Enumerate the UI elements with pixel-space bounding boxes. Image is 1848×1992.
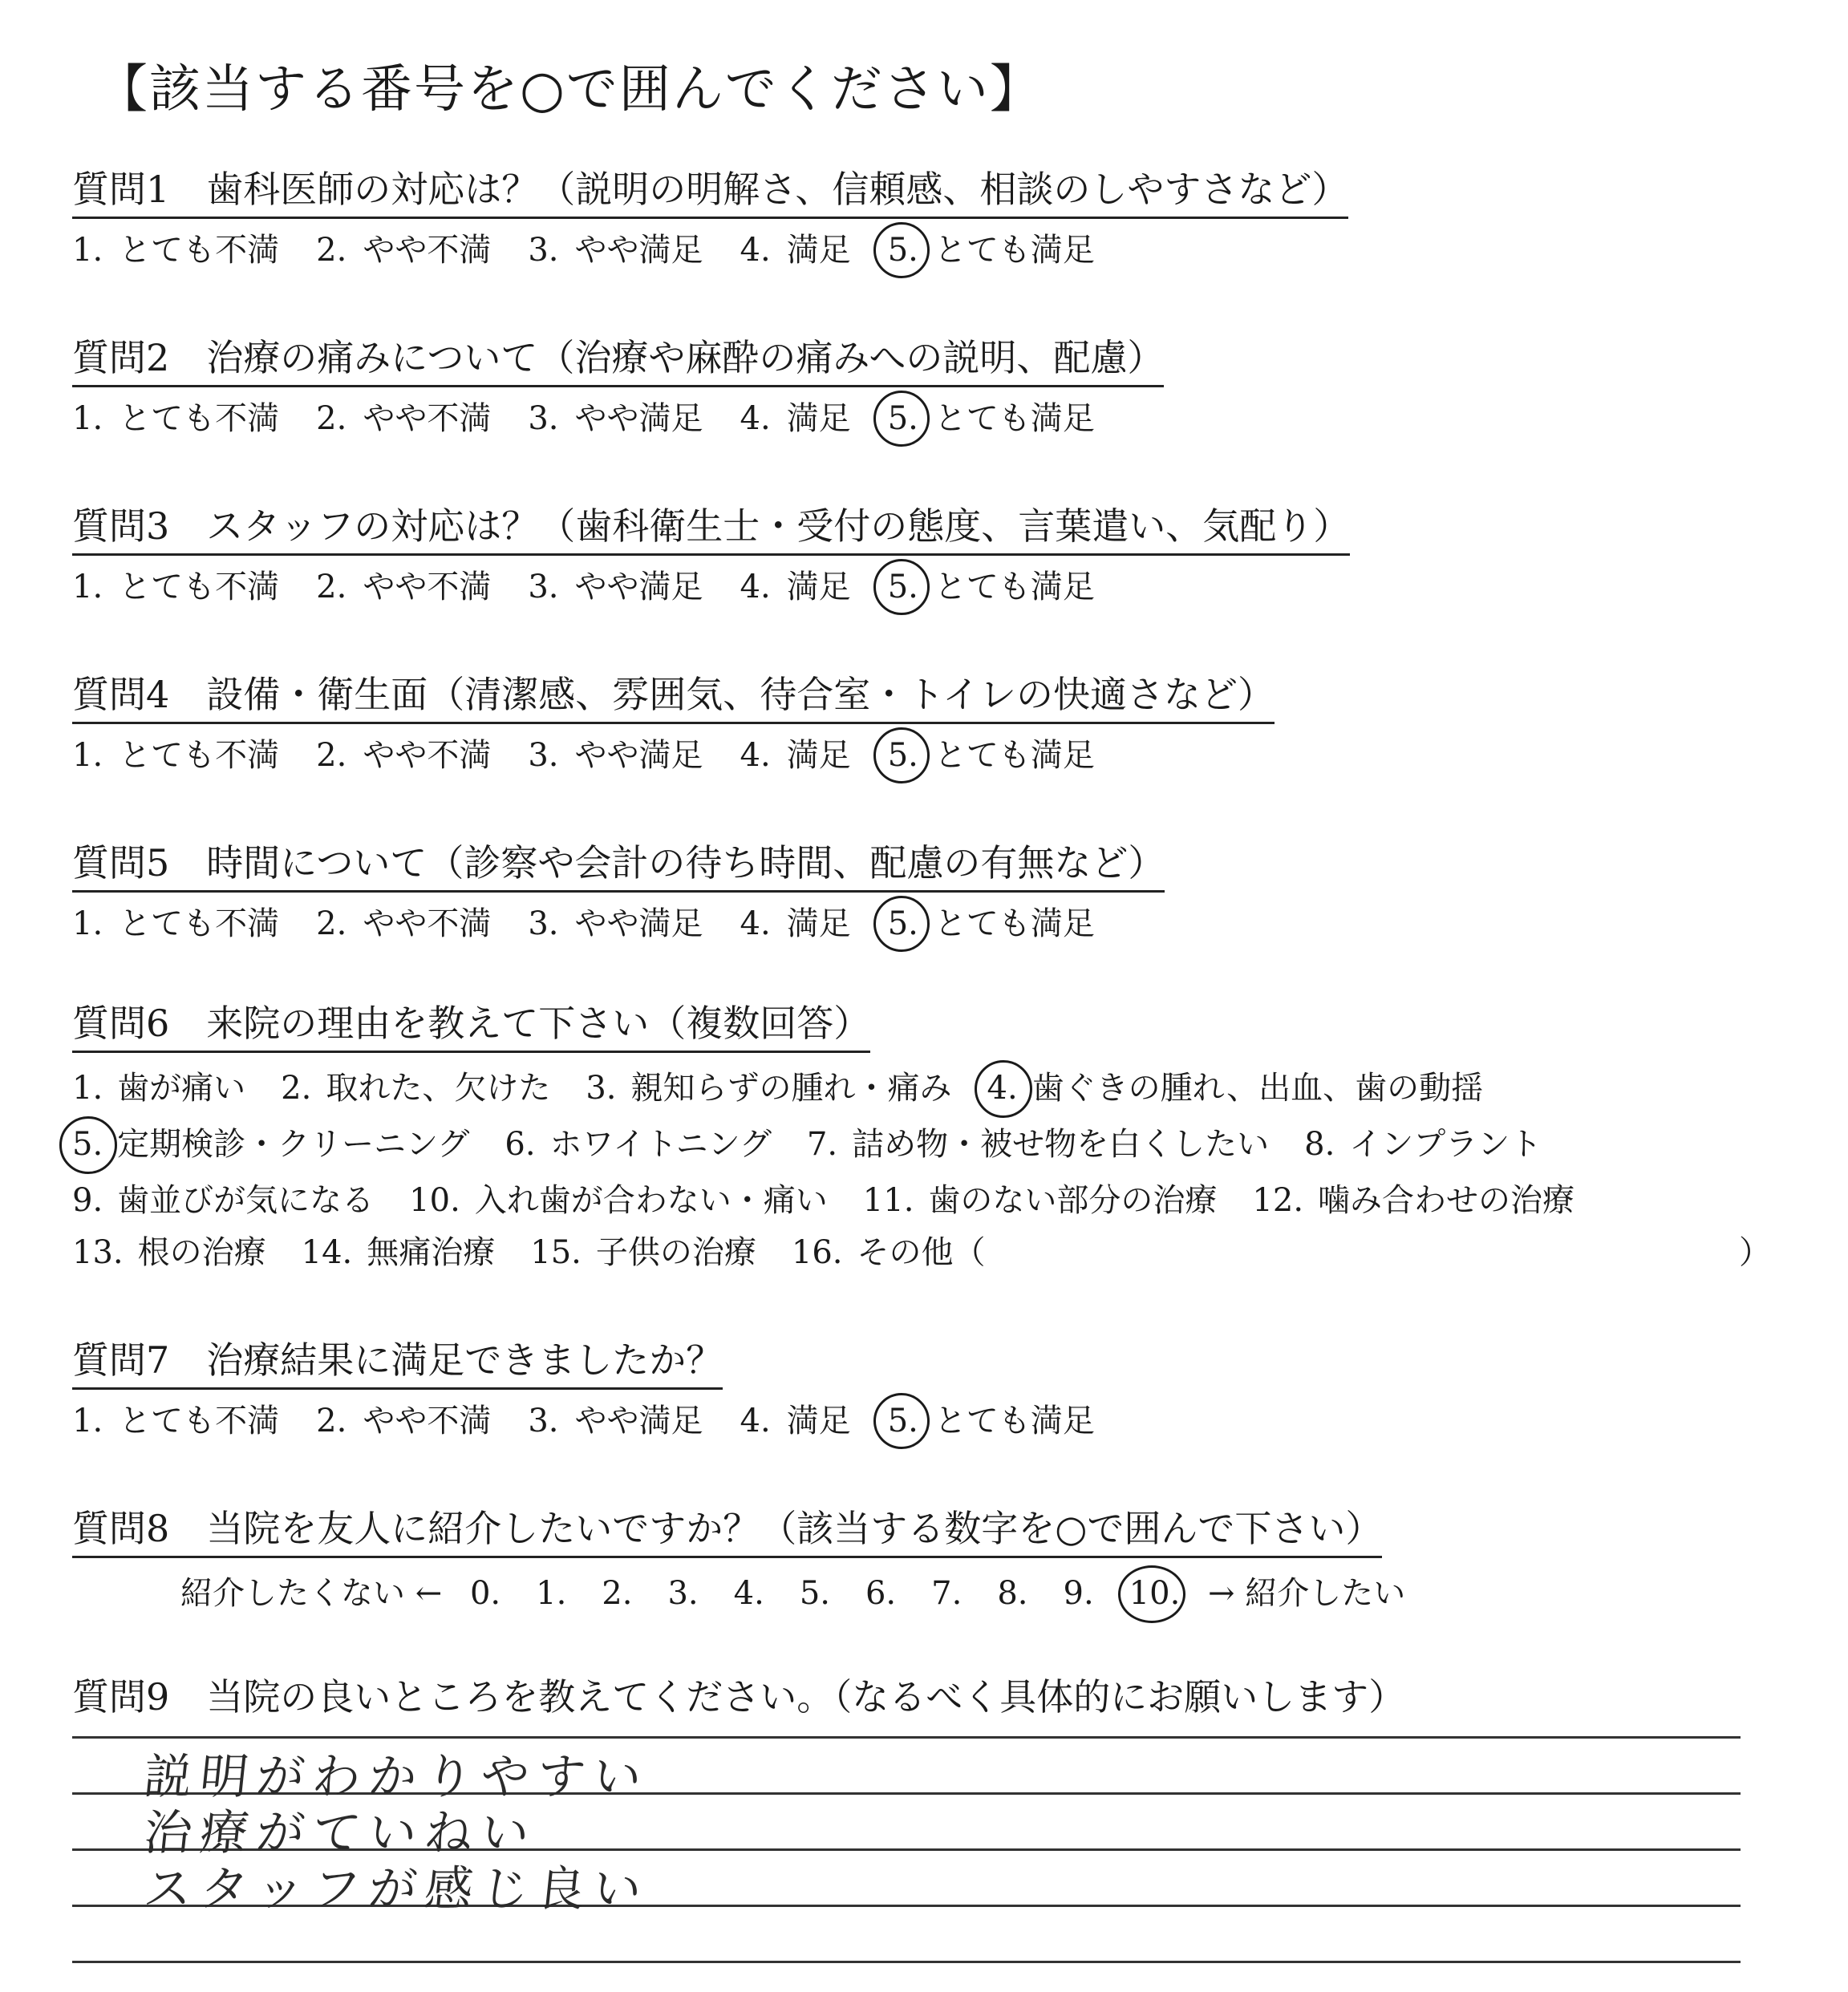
option-number: 1.	[72, 1070, 103, 1107]
option-number: 5.	[887, 737, 918, 774]
q1-option-4[interactable]	[740, 225, 851, 270]
q8-scale-number[interactable]: 8.	[997, 1575, 1028, 1612]
q6-option[interactable]	[1252, 1175, 1574, 1221]
q6-option[interactable]	[72, 1227, 266, 1273]
q2-option-2[interactable]	[316, 393, 491, 439]
q7-option-3[interactable]	[528, 1395, 703, 1441]
q6-option[interactable]	[302, 1227, 496, 1273]
option-number: 1.	[72, 569, 103, 605]
q1-option-1[interactable]	[72, 225, 279, 270]
option-number: 3.	[528, 569, 559, 605]
q8-scale-number[interactable]: 3.	[667, 1575, 699, 1612]
form-heading: 【該当する番号を○で囲んでください】	[96, 60, 1043, 119]
q5-option-4[interactable]	[740, 898, 851, 944]
option-number: 14.	[301, 1234, 353, 1271]
q6-row	[72, 1063, 1518, 1108]
option-label: とても不満	[119, 400, 280, 437]
q7-option-1[interactable]	[72, 1395, 279, 1441]
q2-option-1[interactable]	[72, 393, 279, 439]
q8-left-label: 紹介したくない ←	[180, 1575, 443, 1612]
option-label: とても不満	[119, 905, 280, 942]
q9-answer-3: スタッフが感じ良い	[140, 1861, 653, 1917]
option-label: やや満足	[574, 737, 703, 774]
q4-option-5[interactable]	[888, 730, 1095, 775]
option-number: 1.	[72, 232, 103, 269]
q6-option[interactable]	[72, 1119, 469, 1164]
q5-option-3[interactable]	[528, 898, 703, 944]
option-number: 3.	[586, 1070, 617, 1107]
option-label: 歯のない部分の治療	[928, 1182, 1218, 1219]
option-label: 満足	[786, 569, 851, 605]
q7-option-5[interactable]	[888, 1395, 1095, 1441]
q6-option[interactable]	[281, 1063, 550, 1108]
option-label: やや満足	[574, 232, 703, 269]
option-label: やや不満	[363, 569, 492, 605]
option-number: 5.	[72, 1126, 103, 1163]
q3-option-5[interactable]	[888, 561, 1095, 607]
q2-option-5[interactable]	[888, 393, 1095, 439]
option-number: 7.	[806, 1126, 838, 1163]
option-label: 噛み合わせの治療	[1318, 1182, 1575, 1219]
q6-option[interactable]	[1304, 1119, 1542, 1164]
q4-title: 質問4 設備・衛生面（清潔感、雰囲気、待合室・トイレの快適さなど）	[72, 666, 1275, 724]
q8-scale-number[interactable]: 1.	[536, 1575, 567, 1612]
option-label: 満足	[786, 1403, 851, 1439]
option-number: 5.	[887, 1403, 918, 1439]
option-label: とても不満	[119, 232, 280, 269]
option-number: 12.	[1252, 1182, 1304, 1219]
option-number: 2.	[316, 1403, 347, 1439]
option-label: とても不満	[119, 1403, 280, 1439]
q4-option-2[interactable]	[316, 730, 491, 775]
q8-scale-number[interactable]: 0.	[469, 1575, 501, 1612]
q3-option-3[interactable]	[528, 561, 703, 607]
q6-row	[72, 1175, 1610, 1221]
q2-options	[72, 393, 1132, 439]
q5-option-1[interactable]	[72, 898, 279, 944]
q8-scale-number[interactable]: 5.	[799, 1575, 830, 1612]
option-label: やや満足	[574, 905, 703, 942]
option-label: インプラント	[1349, 1126, 1542, 1163]
q6-title: 質問6 来院の理由を教えて下さい（複数回答）	[72, 994, 870, 1053]
option-label: ホワイトニング	[549, 1126, 772, 1163]
q7-title: 質問7 治療結果に満足できましたか？	[72, 1331, 723, 1390]
q3-option-4[interactable]	[740, 561, 851, 607]
q7-option-4[interactable]	[740, 1395, 851, 1441]
q4-option-1[interactable]	[72, 730, 279, 775]
option-label: 根の治療	[137, 1234, 266, 1271]
q8-scale-number[interactable]: 9.	[1063, 1575, 1094, 1612]
q5-option-2[interactable]	[316, 898, 491, 944]
option-label: とても不満	[119, 569, 280, 605]
option-number: 3.	[528, 400, 559, 437]
q6-option[interactable]	[409, 1175, 828, 1221]
option-number: 4.	[987, 1070, 1018, 1107]
q9-title: 質問9 当院の良いところを教えてください。（なるべく具体的にお願いします）	[72, 1675, 1406, 1719]
q1-option-5[interactable]	[888, 225, 1095, 270]
option-number: 13.	[72, 1234, 124, 1271]
q8-title: 質問8 当院を友人に紹介したいですか？（該当する数字を○で囲んで下さい）	[72, 1500, 1382, 1558]
option-number: 4.	[740, 569, 771, 605]
q2-option-4[interactable]	[740, 393, 851, 439]
q5-title: 質問5 時間について（診察や会計の待ち時間、配慮の有無など）	[72, 834, 1165, 893]
option-label: やや満足	[574, 569, 703, 605]
option-label: とても不満	[119, 737, 280, 774]
option-number: 4.	[740, 232, 771, 269]
option-label: とても満足	[934, 569, 1095, 605]
q3-options	[72, 561, 1132, 607]
option-label: とても満足	[934, 232, 1095, 269]
q3-option-2[interactable]	[316, 561, 491, 607]
q2-title: 質問2 治療の痛みについて（治療や麻酔の痛みへの説明、配慮）	[72, 329, 1164, 387]
q6-option[interactable]	[792, 1227, 986, 1273]
option-label: やや不満	[363, 1403, 492, 1439]
option-number: 16.	[791, 1234, 843, 1271]
option-label: 無痛治療	[367, 1234, 496, 1271]
q3-option-1[interactable]	[72, 561, 279, 607]
option-number: 2.	[316, 232, 347, 269]
option-number: 4.	[740, 400, 771, 437]
q6-row	[72, 1119, 1577, 1164]
q1-option-2[interactable]	[316, 225, 491, 270]
q4-options	[72, 730, 1132, 775]
option-label: やや不満	[363, 737, 492, 774]
q5-options	[72, 898, 1132, 944]
option-label: その他（	[857, 1234, 986, 1271]
option-number: 1.	[72, 737, 103, 774]
option-number: 10.	[409, 1182, 460, 1219]
option-number: 5.	[887, 569, 918, 605]
q6-option[interactable]	[863, 1175, 1218, 1221]
option-label: 詰め物・被せ物を白くしたい	[852, 1126, 1270, 1163]
q7-option-2[interactable]	[316, 1395, 491, 1441]
option-label: 入れ歯が合わない・痛い	[474, 1182, 828, 1219]
option-number: 3.	[528, 905, 559, 942]
option-label: やや不満	[363, 400, 492, 437]
option-label: 親知らずの腫れ・痛み	[630, 1070, 952, 1107]
option-number: 2.	[316, 569, 347, 605]
q8-scale-number[interactable]: 2.	[602, 1575, 633, 1612]
q6-row	[72, 1227, 1021, 1273]
option-number: 3.	[528, 1403, 559, 1439]
option-label: やや不満	[363, 232, 492, 269]
option-label: 定期検診・クリーニング	[117, 1126, 470, 1163]
q6-other-close: ）	[1739, 1234, 1771, 1271]
option-number: 1.	[72, 1403, 103, 1439]
option-label: 満足	[786, 737, 851, 774]
q7-options	[72, 1395, 1132, 1441]
option-label: とても満足	[934, 737, 1095, 774]
q6-option[interactable]	[72, 1175, 374, 1221]
option-label: 満足	[786, 905, 851, 942]
q9-answer-2: 治療がていねい	[140, 1805, 541, 1861]
q6-option[interactable]	[807, 1119, 1269, 1164]
option-number: 4.	[740, 737, 771, 774]
q6-option[interactable]	[987, 1063, 1484, 1108]
option-label: とても満足	[934, 400, 1095, 437]
option-number: 4.	[740, 905, 771, 942]
q6-option[interactable]	[586, 1063, 951, 1108]
option-number: 9.	[72, 1182, 103, 1219]
option-label: やや不満	[363, 905, 492, 942]
option-label: やや満足	[574, 1403, 703, 1439]
option-label: 取れた、欠けた	[326, 1070, 551, 1107]
q1-title: 質問1 歯科医師の対応は？（説明の明解さ、信頼感、相談のしやすさなど）	[72, 160, 1348, 219]
option-number: 8.	[1304, 1126, 1335, 1163]
option-number: 3.	[528, 737, 559, 774]
option-number: 2.	[316, 737, 347, 774]
option-number: 3.	[528, 232, 559, 269]
q8-scale-number[interactable]: 6.	[865, 1575, 897, 1612]
option-number: 4.	[740, 1403, 771, 1439]
answer-line-5	[72, 1961, 1741, 1963]
q4-option-4[interactable]	[740, 730, 851, 775]
option-label: 満足	[786, 400, 851, 437]
option-label: 歯並びが気になる	[117, 1182, 375, 1219]
q8-scale-number[interactable]: 10.	[1129, 1575, 1181, 1612]
q6-option[interactable]	[530, 1227, 756, 1273]
q2-option-3[interactable]	[528, 393, 703, 439]
q8-right-label: → 紹介したい	[1208, 1575, 1406, 1612]
q6-option[interactable]	[72, 1063, 245, 1108]
q1-option-3[interactable]	[528, 225, 703, 270]
option-label: 満足	[786, 232, 851, 269]
option-number: 1.	[72, 400, 103, 437]
option-number: 11.	[862, 1182, 914, 1219]
option-number: 5.	[887, 232, 918, 269]
option-label: とても満足	[934, 905, 1095, 942]
option-number: 6.	[505, 1126, 536, 1163]
q5-option-5[interactable]	[888, 898, 1095, 944]
q8-scale-number[interactable]: 4.	[733, 1575, 764, 1612]
q8-scale	[180, 1568, 1405, 1613]
option-number: 15.	[530, 1234, 582, 1271]
option-number: 1.	[72, 905, 103, 942]
option-number: 5.	[887, 905, 918, 942]
option-number: 2.	[316, 400, 347, 437]
option-number: 2.	[316, 905, 347, 942]
option-label: とても満足	[934, 1403, 1095, 1439]
q3-title: 質問3 スタッフの対応は？（歯科衛生士・受付の態度、言葉遣い、気配り）	[72, 497, 1350, 556]
option-label: やや満足	[574, 400, 703, 437]
option-number: 2.	[281, 1070, 312, 1107]
option-label: 歯ぐきの腫れ、出血、歯の動揺	[1031, 1070, 1484, 1107]
q6-option[interactable]	[505, 1119, 772, 1164]
option-number: 5.	[887, 400, 918, 437]
option-label: 歯が痛い	[117, 1070, 246, 1107]
q4-option-3[interactable]	[528, 730, 703, 775]
q1-options	[72, 225, 1132, 270]
q9-answer-1: 説明がわかりやすい	[140, 1749, 653, 1805]
option-label: 子供の治療	[595, 1234, 756, 1271]
q8-scale-number[interactable]: 7.	[931, 1575, 962, 1612]
